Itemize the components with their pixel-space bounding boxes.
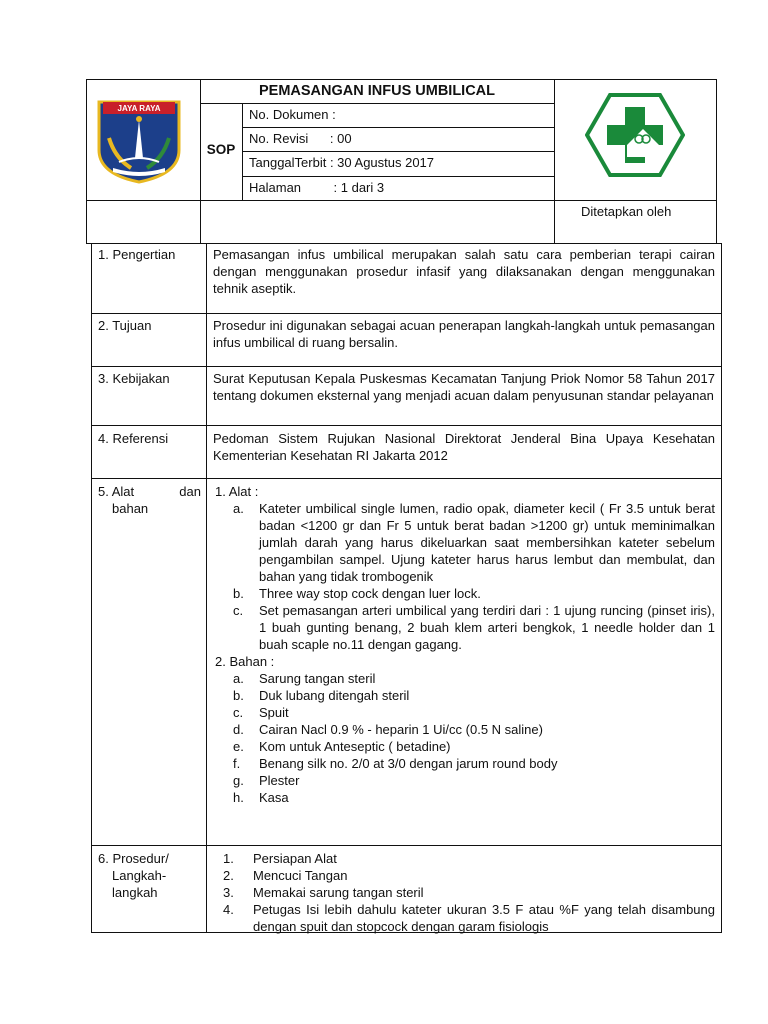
jakarta-emblem-logo [95,98,183,184]
header-divider [86,200,717,201]
alat-item-text: Three way stop cock dengan luer lock. [259,586,481,601]
label-bahan: bahan [112,501,149,516]
bahan-item-text: Sarung tangan steril [259,671,376,686]
label-kebijakan: 3. Kebijakan [98,371,170,386]
bahan-item [213,687,715,704]
prosedur-step-text: Memakai sarung tangan steril [253,885,424,900]
bahan-item-marker: b. [233,688,244,703]
bahan-item-text: Cairan Nacl 0.9 % - heparin 1 Ui/cc (0.5 N saline) [259,722,543,737]
field-tanggal-terbit: TanggalTerbit : 30 Agustus 2017 [249,155,435,170]
prosedur-step-marker: 4. [223,902,234,917]
bahan-title: 2. Bahan : [215,654,275,669]
label-tujuan: 2. Tujuan [98,318,152,333]
row-referensi [91,425,722,479]
alat-list [213,500,715,653]
prosedur-step [213,901,715,935]
prosedur-step-text: Persiapan Alat [253,851,337,866]
bahan-item-marker: e. [233,739,244,754]
bahan-item-marker: c. [233,705,244,720]
bahan-item [213,670,715,687]
alat-item [213,585,715,602]
prosedur-content [207,848,721,937]
header-divider [200,103,554,104]
row-prosedur [91,845,722,933]
prosedur-step-marker: 2. [223,868,234,883]
text-tujuan: Prosedur ini digunakan sebagai acuan penerapan langkah-langkah untuk pemasangan infus umbilical di ruang bersalin. [213,318,715,350]
prosedur-step-text: Mencuci Tangan [253,868,348,883]
bahan-item-text: Benang silk no. 2/0 at 3/0 dengan jarum round body [259,756,558,771]
alat-item [213,500,715,585]
bahan-item [213,704,715,721]
bahan-item [213,738,715,755]
label-pengertian: 1. Pengertian [98,247,176,262]
bahan-item-marker: f. [233,756,241,771]
bahan-list [213,670,715,806]
alat-title: 1. Alat : [215,484,259,499]
alat-item-text: Set pemasangan arteri umbilical yang terdiri dari : 1 ujung runcing (pinset iris), 1 buah gunting benang, 2 buah klem arteri bengkok, 1 needle holder dan 1 buah scaple no.11 dengan gagang. [259,603,715,652]
bahan-item [213,789,715,806]
ditetapkan-oleh: Ditetapkan oleh [581,204,672,219]
label-prosedur-3: langkah [112,885,158,900]
bahan-item-text: Duk lubang ditengah steril [259,688,410,703]
alat-item [213,602,715,653]
prosedur-step-text: Petugas Isi lebih dahulu kateter ukuran 3.5 F atau %F yang telah disambung dengan spuit dan stopcock dengan garam fisiologis [253,902,715,934]
svg-text:JAYA RAYA: JAYA RAYA [117,104,161,113]
bahan-item [213,772,715,789]
text-pengertian: Pemasangan infus umbilical merupakan salah satu cara pemberian terapi cairan dengan menggunakan prosedur infasif yang dilaksanakan dengan menggunakan tehnik aseptik. [213,247,715,296]
header-divider [242,127,554,128]
header-divider [554,79,555,244]
alat-item-marker: b. [233,586,244,601]
alat-item-marker: a. [233,501,244,516]
bahan-item-text: Kasa [259,790,289,805]
bahan-item-text: Kom untuk Anteseptic ( betadine) [259,739,451,754]
prosedur-step-marker: 1. [223,851,234,866]
bahan-item-text: Plester [259,773,300,788]
row-kebijakan [91,366,722,426]
document-title: PEMASANGAN INFUS UMBILICAL [258,83,496,99]
field-no-dokumen: No. Dokumen : [249,107,336,122]
prosedur-list [213,850,715,935]
bahan-item-text: Spuit [259,705,289,720]
label-alat: 5. Alat [98,484,135,499]
row-pengertian [91,243,722,314]
prosedur-step-marker: 3. [223,885,234,900]
alat-item-text: Kateter umbilical single lumen, radio opak, diameter kecil ( Fr 3.5 untuk berat badan <1200 gr dan Fr 5 untuk berat badan >1200 gr) untuk meminimalkan jumlah darah yang harus dikeluarkan saat membersihkan kateter sebelum pengambilan sampel. Ujung kateter harus harus lembut dan membulat, dan bahan yang tidak trombogenik [259,501,715,584]
puskesmas-logo [585,93,685,178]
text-kebijakan: Surat Keputusan Kepala Puskesmas Kecamatan Tanjung Priok Nomor 58 Tahun 2017 tentang dokumen eksternal yang menjadi acuan dalam penyusunan standar pelayanan [213,371,715,403]
bahan-item [213,755,715,772]
field-no-revisi: No. Revisi : 00 [249,131,352,146]
alat-bahan-content [207,481,721,808]
prosedur-step [213,884,715,901]
prosedur-step [213,867,715,884]
header-divider [242,176,554,177]
bahan-item-marker: d. [233,722,244,737]
label-prosedur-2: Langkah- [112,868,167,883]
bahan-item-marker: g. [233,773,244,788]
label-alat-bahan [92,481,207,519]
alat-item-marker: c. [233,603,244,618]
label-prosedur [92,848,207,903]
row-alat-bahan [91,478,722,846]
prosedur-step [213,850,715,867]
text-referensi: Pedoman Sistem Rujukan Nasional Direktorat Jenderal Bina Upaya Kesehatan Kementerian Kesehatan RI Jakarta 2012 [213,431,715,463]
label-dan: dan [179,484,201,499]
row-tujuan [91,313,722,367]
label-referensi: 4. Referensi [98,431,169,446]
label-prosedur-1: 6. Prosedur/ [98,851,169,866]
sop-label: SOP [206,142,236,157]
header-divider [242,151,554,152]
bahan-item [213,721,715,738]
bahan-item-marker: a. [233,671,244,686]
bahan-item-marker: h. [233,790,244,805]
field-halaman: Halaman : 1 dari 3 [249,180,385,195]
